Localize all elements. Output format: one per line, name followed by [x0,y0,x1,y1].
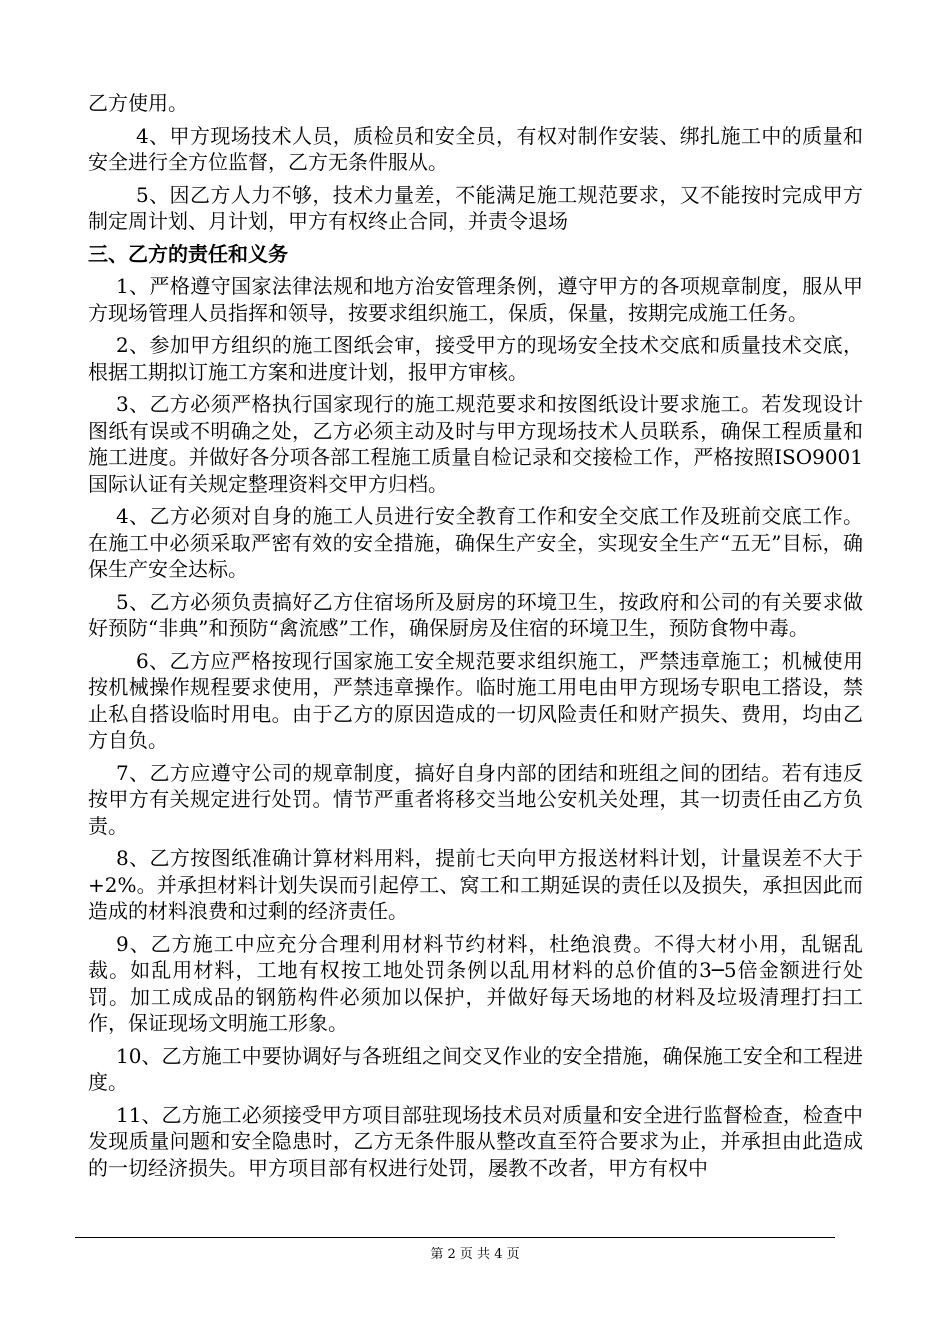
clause-3-9: 9、乙方施工中应充分合理利用材料节约材料，杜绝浪费。不得大材小用，乱锯乱裁。如乱用材料，工地有权按工地处罚条例以乱用材料的总价值的3─5倍金额进行处罚。加工成成品的钢筋构件必须加以保护，并做好每天场地的材料及垃圾清理打扫工作，保证现场文明施工形象。 [88,931,863,1035]
clause-3-8: 8、乙方按图纸准确计算材料用料，提前七天向甲方报送材料计划，计量误差不大于+2%。并承担材料计划失误而引起停工、窝工和工期延误的责任以及损失，承担因此而造成的材料浪费和过剩的经济责任。 [88,846,863,923]
clause-3-7: 7、乙方应遵守公司的规章制度，搞好自身内部的团结和班组之间的团结。若有违反按甲方有关规定进行处罚。情节严重者将移交当地公安机关处理，其一切责任由乙方负责。 [88,760,863,838]
clause-3-6: 6、乙方应严格按现行国家施工安全规范要求组织施工，严禁违章施工；机械使用按机械操作规程要求使用，严禁违章操作。临时施工用电由甲方现场专职电工搭设，禁止私自搭设临时用电。由于乙方的原因造成的一切风险责任和财产损失、费用，均由乙方自负。 [88,648,863,752]
paragraph-continuation: 乙方使用。 [88,91,188,115]
clause-3-4: 4、乙方必须对自身的施工人员进行安全教育工作和安全交底工作及班前交底工作。在施工中必须采取严密有效的安全措施，确保生产安全，实现安全生产“五无”目标，确保生产安全达标。 [88,504,863,581]
clause-3-3: 3、乙方必须严格执行国家现行的施工规范要求和按图纸设计要求施工。若发现设计图纸有误或不明确之处，乙方必须主动及时与甲方现场技术人员联系，确保工程质量和施工进度。并做好各分项各部工程施工质量自检记录和交接检工作，严格按照ISO9001国际认证有关规定整理资料交甲方归档。 [88,392,863,496]
clause-3-2: 2、参加甲方组织的施工图纸会审，接受甲方的现场安全技术交底和质量技术交底，根据工期拟订施工方案和进度计划，报甲方审核。 [88,333,863,384]
clause-3-11: 11、乙方施工必须接受甲方项目部驻现场技术员对质量和安全进行监督检查，检查中发现质量问题和安全隐患时，乙方无条件服从整改直至符合要求为止，并承担由此造成的一切经济损失。甲方项目部有权进行处罚，屡教不改者，甲方有权中 [88,1102,863,1180]
footer-divider [75,1237,835,1238]
clause-3-5: 5、乙方必须负责搞好乙方住宿场所及厨房的环境卫生，按政府和公司的有关要求做好预防“非典”和预防“禽流感”工作，确保厨房及住宿的环境卫生，预防食物中毒。 [88,589,863,640]
page-number: 第 2 页 共 4 页 [430,1247,520,1262]
clause-2-5: 5、因乙方人力不够，技术力量差，不能满足施工规范要求，又不能按时完成甲方制定周计划、月计划，甲方有权终止合同，并责令退场 [88,182,863,233]
document-body [88,90,863,1181]
clause-3-1: 1、严格遵守国家法律法规和地方治安管理条例，遵守甲方的各项规章制度，服从甲方现场管理人员指挥和领导，按要求组织施工，保质，保量，按期完成施工任务。 [88,274,863,325]
section-heading-3: 三、乙方的责任和义务 [88,241,288,266]
clause-2-4: 4、甲方现场技术人员，质检员和安全员，有权对制作安装、绑扎施工中的质量和安全进行全方位监督，乙方无条件服从。 [88,123,863,174]
clause-3-10: 10、乙方施工中要协调好与各班组之间交叉作业的安全措施，确保施工安全和工程进度。 [88,1043,863,1094]
